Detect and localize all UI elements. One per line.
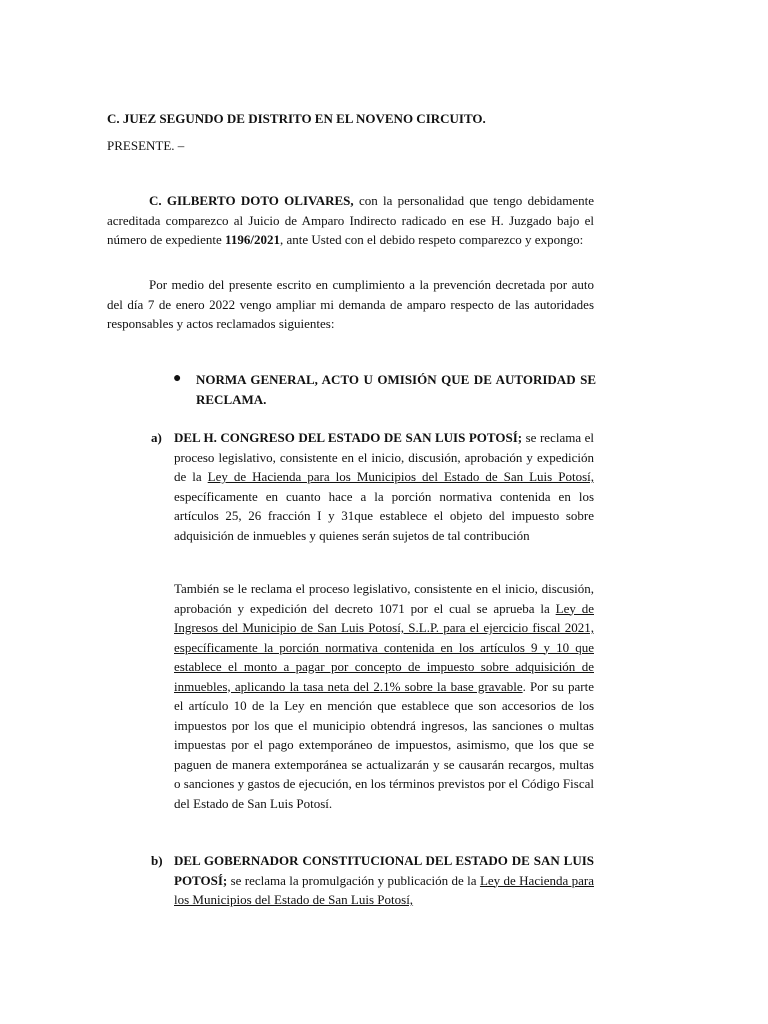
item-a-law-1: Ley de Hacienda para los Municipios del Estado de San Luis Potosí,	[207, 469, 594, 484]
item-b-authority: DEL GOBERNADOR CONSTITUCIONAL DEL ESTADO DE SAN LUIS POTOSÍ;	[174, 853, 594, 888]
addressee-heading: C. JUEZ SEGUNDO DE DISTRITO EN EL NOVENO CIRCUITO.	[107, 111, 486, 126]
case-number: 1196/2021	[225, 232, 280, 247]
item-a-text-1: se reclama el proceso legislativo, consistente en el inicio, discusión, aprobación y expedición de la	[174, 430, 595, 484]
item-b-marker: b)	[151, 853, 163, 868]
purpose-paragraph: Por medio del presente escrito en cumplimiento a la prevención decretada por auto del día 7 de enero 2022 vengo ampliar mi demanda de amparo respecto de las autoridades responsables y actos reclamados siguientes:	[107, 277, 594, 331]
item-a-second-paragraph	[174, 579, 594, 813]
item-a-p2-text-1: También se le reclama el proceso legislativo, consistente en el inicio, discusión, aprobación y expedición del decreto 1071 por el cual se aprueba la	[174, 581, 594, 616]
bullet-dot: ●	[173, 371, 182, 386]
intro-paragraph	[107, 191, 594, 250]
item-b-law-1: Ley de Hacienda para los Municipios del Estado de San Luis Potosí,	[174, 872, 594, 907]
intro-text-a: con la personalidad que tengo debidamente acreditada comparezco al Juicio de Amparo Indirecto radicado en ese H. Juzgado bajo el número de expediente	[107, 193, 594, 247]
bullet-heading: NORMA GENERAL, ACTO U OMISIÓN QUE DE AUTORIDAD SE RECLAMA.	[196, 372, 596, 407]
presente-line: PRESENTE. –	[107, 138, 185, 153]
item-b-paragraph	[174, 851, 594, 910]
item-b-text-1: se reclama la promulgación y publicación de la	[227, 872, 480, 888]
item-a-p2-text-2: . Por su parte el artículo 10 de la Ley en mención que establece que son accesorios de los impuestos por los que el municipio obtendrá ingresos, las sanciones o multas impuestas por el pago extemporáneo de impuestos, asimismo, que los que se paguen de manera extemporánea se actualizarán y se causarán recargos, multas o sanciones y gastos de ejecución, en los términos previstos por el Código Fiscal del Estado de San Luis Potosí.	[174, 678, 594, 811]
item-a-marker: a)	[151, 430, 162, 445]
intro-text-b: , ante Usted con el debido respeto comparezco y expongo:	[279, 232, 584, 247]
item-a-paragraph	[174, 428, 594, 545]
item-a-authority: DEL H. CONGRESO DEL ESTADO DE SAN LUIS POTOSÍ;	[174, 430, 523, 445]
item-a-p2-law: Ley de Ingresos del Municipio de San Luis Potosí, S.L.P. para el ejercicio fiscal 2021, específicamente la porción normativa contenida en los artículos 9 y 10 que establece el monto a pagar por concepto de impuesto sobre adquisición de inmuebles, aplicando la tasa neta del 2.1% sobre la base gravable	[174, 600, 594, 694]
item-a-text-2: específicamente en cuanto hace a la porción normativa contenida en los artículos 25, 26 fracción I y 31que establece el objeto del impuesto sobre adquisición de inmuebles y quienes serán sujetos de tal contribución	[174, 488, 594, 543]
appellant-name: C. GILBERTO DOTO OLIVARES,	[149, 193, 354, 208]
